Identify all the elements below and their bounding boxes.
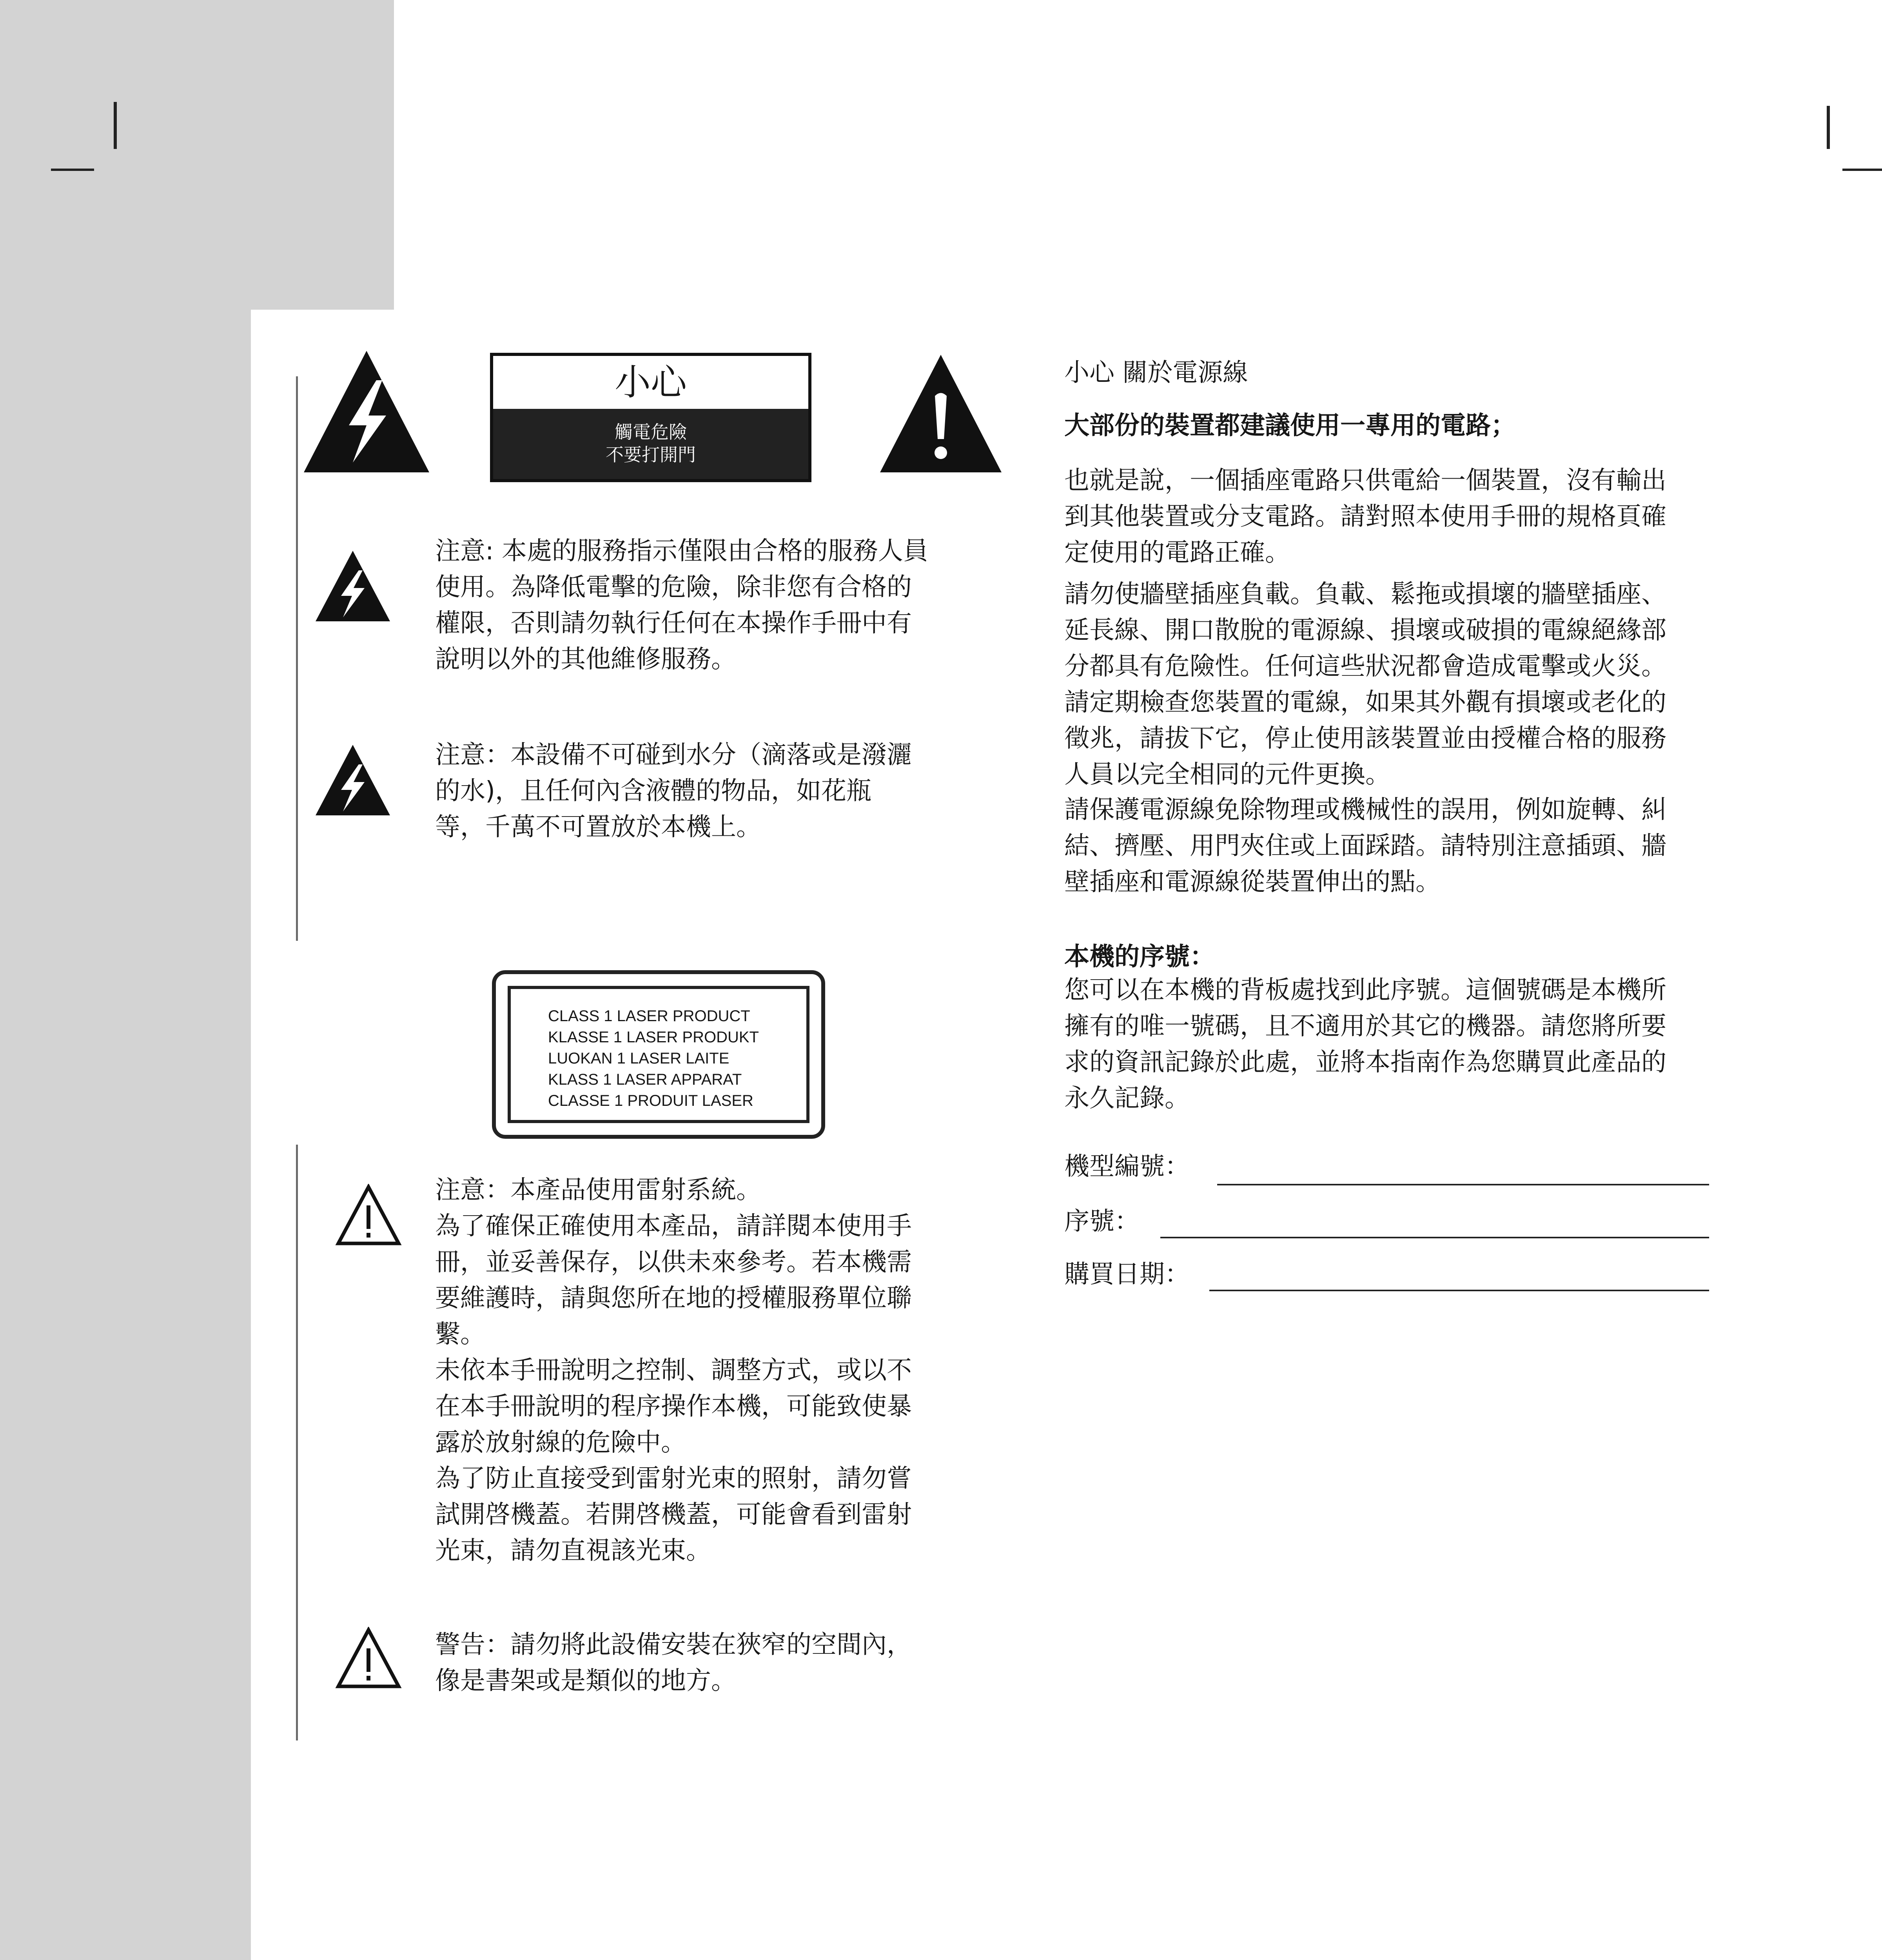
text-line: 也就是說，一個插座電路只供電給一個裝置，沒有輸出 xyxy=(1064,466,1666,495)
text-line: 為了防止直接受到雷射光束的照射，請勿嘗 xyxy=(435,1464,912,1493)
cord-protection-paragraph xyxy=(1064,792,1666,900)
caution-label xyxy=(490,353,811,482)
text-line: 擁有的唯一號碼，且不適用於其它的機器。請您將所要 xyxy=(1064,1012,1666,1041)
text-line: 求的資訊記錄於此處，並將本指南作為您購買此產品的 xyxy=(1064,1048,1666,1077)
purchase-date-label: 購買日期： xyxy=(1064,1260,1190,1289)
water-note xyxy=(435,737,912,845)
text-line: 永久記錄。 xyxy=(1064,1084,1190,1113)
text-line: 注意: 本處的服務指示僅限由合格的服務人員 xyxy=(435,537,928,566)
model-number-label: 機型編號： xyxy=(1064,1152,1190,1181)
exclamation-warning-icon xyxy=(878,353,1004,474)
caution-triangle-icon xyxy=(335,1627,402,1690)
serial-number-field xyxy=(1160,1237,1709,1238)
gray-margin-left xyxy=(0,310,251,1960)
power-cord-heading: 小心 關於電源線 xyxy=(1064,358,1248,387)
text-line: 警告：請勿將此設備安裝在狹窄的空間內， xyxy=(435,1630,912,1659)
text-line: 未依本手冊說明之控制、調整方式，或以不 xyxy=(435,1356,912,1385)
caution-title: 小心 xyxy=(614,361,687,403)
crop-mark xyxy=(1827,106,1830,149)
lightning-warning-icon xyxy=(302,349,431,474)
text-line: 徵兆，請拔下它，停止使用該裝置並由授權合格的服務 xyxy=(1064,724,1666,753)
service-note xyxy=(435,533,928,677)
text-line: 壁插座和電源線從裝置伸出的點。 xyxy=(1064,867,1441,897)
text-line: 您可以在本機的背板處找到此序號。這個號碼是本機所 xyxy=(1064,976,1666,1005)
text-line: 的水)，且任何內含液體的物品，如花瓶 xyxy=(435,777,871,806)
text-line: 等，千萬不可置放於本機上。 xyxy=(435,813,761,842)
lightning-warning-icon xyxy=(314,549,392,623)
gray-margin-top xyxy=(0,0,394,310)
text-line: 像是書架或是類似的地方。 xyxy=(435,1666,736,1695)
text-line: 說明以外的其他維修服務。 xyxy=(435,645,736,674)
text-line: 請保護電源線免除物理或機械性的誤用，例如旋轉、糾 xyxy=(1064,795,1666,824)
text-line: 延長線、開口散脫的電源線、損壞或破損的電線絕緣部 xyxy=(1064,616,1666,645)
crop-mark xyxy=(1842,169,1882,171)
outlet-paragraph xyxy=(1064,576,1666,793)
installation-warning xyxy=(435,1627,912,1699)
text-line: 為了確保正確使用本產品，請詳閱本使用手 xyxy=(435,1212,912,1241)
text-line: 定使用的電路正確。 xyxy=(1064,538,1290,567)
text-line: 請勿使牆壁插座負載。負載、鬆拖或損壞的牆壁插座、 xyxy=(1064,580,1666,609)
laser-label-line: KLASS 1 LASER APPARAT xyxy=(548,1071,742,1088)
text-line: 光束，請勿直視該光束。 xyxy=(435,1536,711,1565)
laser-label-line: CLASSE 1 PRODUIT LASER xyxy=(548,1092,753,1109)
crop-mark xyxy=(51,169,94,171)
text-line: 權限，否則請勿執行任何在本操作手冊中有 xyxy=(435,609,912,638)
text-line: 繫。 xyxy=(435,1320,485,1349)
model-number-field xyxy=(1217,1184,1709,1185)
laser-class-label xyxy=(492,970,825,1139)
laser-label-line: CLASS 1 LASER PRODUCT xyxy=(548,1007,750,1025)
laser-note xyxy=(435,1172,912,1569)
text-line: 冊，並妥善保存，以供未來參考。若本機需 xyxy=(435,1248,912,1277)
caution-triangle-icon xyxy=(335,1184,402,1247)
serial-number-label: 序號： xyxy=(1064,1207,1140,1236)
laser-label-line: LUOKAN 1 LASER LAITE xyxy=(548,1050,730,1067)
text-line: 分都具有危險性。任何這些狀況都會造成電擊或火災。 xyxy=(1064,652,1666,681)
caution-line: 觸電危險 xyxy=(615,421,687,443)
section-rule xyxy=(296,1145,298,1740)
text-line: 使用。為降低電擊的危險，除非您有合格的 xyxy=(435,573,912,602)
serial-paragraph xyxy=(1064,972,1666,1116)
caution-subtext xyxy=(493,409,808,479)
text-line: 到其他裝置或分支電路。請對照本使用手冊的規格頁確 xyxy=(1064,502,1666,531)
caution-line: 不要打開門 xyxy=(606,444,696,465)
laser-label-inner xyxy=(508,986,809,1123)
text-line: 請定期檢查您裝置的電線，如果其外觀有損壞或老化的 xyxy=(1064,688,1666,717)
text-line: 人員以完全相同的元件更換。 xyxy=(1064,760,1390,789)
text-line: 試開啓機蓋。若開啓機蓋，可能會看到雷射 xyxy=(435,1500,912,1529)
circuit-paragraph xyxy=(1064,463,1666,571)
text-line: 注意：本設備不可碰到水分（滴落或是潑灑 xyxy=(435,740,912,769)
serial-heading: 本機的序號： xyxy=(1064,942,1215,971)
purchase-date-field xyxy=(1209,1290,1709,1291)
text-line: 露於放射線的危險中。 xyxy=(435,1428,686,1457)
laser-label-line: KLASSE 1 LASER PRODUKT xyxy=(548,1029,759,1046)
text-line: 結、擠壓、用門夾住或上面踩踏。請特別注意插頭、牆 xyxy=(1064,831,1666,860)
section-rule xyxy=(296,376,298,941)
text-line: 要維護時，請與您所在地的授權服務單位聯 xyxy=(435,1284,912,1313)
crop-mark xyxy=(114,102,117,149)
lightning-warning-icon xyxy=(314,743,392,817)
text-line: 在本手冊說明的程序操作本機，可能致使暴 xyxy=(435,1392,912,1421)
text-line: 注意：本產品使用雷射系統。 xyxy=(435,1176,761,1205)
power-cord-subheading: 大部份的裝置都建議使用一專用的電路； xyxy=(1064,411,1516,440)
